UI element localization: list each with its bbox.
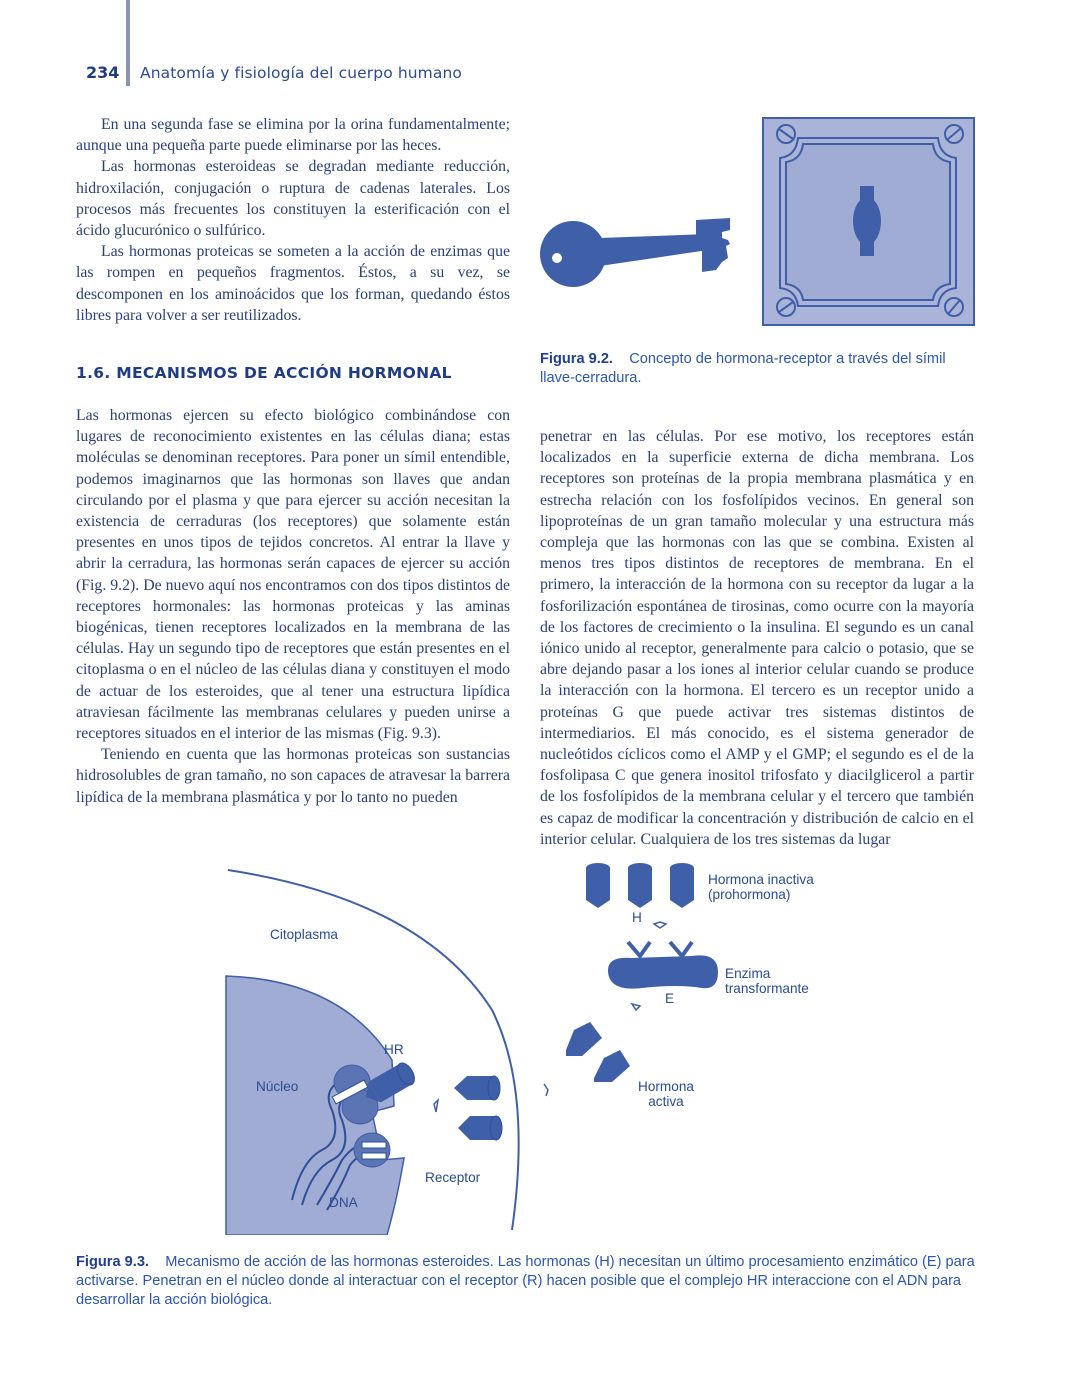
- figure-label: Figura 9.3.: [76, 1254, 149, 1270]
- section-title: 1.6. MECANISMOS DE ACCIÓN HORMONAL: [76, 364, 452, 382]
- label-citoplasma: Citoplasma: [270, 927, 338, 942]
- label-hr: HR: [384, 1042, 404, 1057]
- figure-label: Figura 9.2.: [540, 351, 613, 367]
- right-column-body: [540, 426, 974, 850]
- figure-9-3-caption: [76, 1253, 986, 1310]
- label-e: E: [665, 991, 675, 1006]
- paragraph: Teniendo en cuenta que las hormonas proteicas son sustancias hidrosolubles de gran tamaño, no son capaces de atravesar la barrera lipídica de la membrana plasmática y por lo tanto no pueden: [76, 746, 510, 806]
- label-nucleo: Núcleo: [256, 1079, 299, 1094]
- figure-9-2-caption: [540, 350, 980, 388]
- label-dna: DNA: [329, 1195, 358, 1210]
- paragraph: Las hormonas ejercen su efecto biológico combinándose con lugares de reconocimiento existentes en las células diana; estas moléculas se denominan receptores. Para poner un símil entendible, podemos imaginarnos que las hormonas son llaves que andan circulando por el plasma y que para ejercer su acción necesitan la existencia de cerraduras (los receptores) que solamente están presentes en unos tipos de tejidos concretos. Al entrar la llave y abrir la cerradura, las hormonas serán capaces de ejercer su acción (Fig. 9.2). De nuevo aquí nos encontramos con dos tipos distintos de receptores hormonales: las hormonas proteicas y las aminas biogénicas, tienen receptores localizados en la membrana de las células. Hay un segundo tipo de receptores que están presentes en el citoplasma o en el núcleo de las células diana y constituyen el modo de actuar de los esteroides, que al tener una estructura lipídica atraviesan fácilmente las membranas celulares y pueden unirse a receptores situados en el interior de las mismas (Fig. 9.3).: [76, 407, 510, 743]
- caption-text: Concepto de hormona-receptor a través del símil llave-cerradura.: [540, 351, 946, 386]
- caption-text: Mecanismo de acción de las hormonas esteroides. Las hormonas (H) necesitan un último procesamiento enzimático (E) para activarse. Penetran en el núcleo donde al interactuar con el receptor (R) hacen posible que el complejo HR interaccione con el ADN para desarrollar la acción biológica.: [76, 1254, 975, 1308]
- figure-9-2: [530, 110, 990, 335]
- label-receptor: Receptor: [425, 1170, 481, 1185]
- left-column-top: [76, 114, 510, 326]
- label-h: H: [632, 910, 642, 925]
- page-number: 234: [86, 63, 120, 82]
- paragraph: Las hormonas esteroideas se degradan mediante reducción, hidroxilación, conjugación o ruptura de cadenas laterales. Los procesos más frecuentes los constituyen la esterificación con el ácido glucurónico o sulfúrico.: [76, 158, 510, 240]
- paragraph: En una segunda fase se elimina por la orina fundamentalmente; aunque una pequeña parte puede eliminarse por las heces.: [76, 116, 510, 155]
- prohormone-icon: [586, 863, 694, 908]
- label-hormona-inactiva: Hormona inactiva (prohormona): [708, 872, 814, 902]
- active-hormone-icon: [454, 1076, 502, 1140]
- header-rule: [126, 0, 130, 86]
- label-enzima: Enzima transformante: [725, 966, 809, 996]
- enzyme-icon: [608, 955, 718, 988]
- paragraph: penetrar en las células. Por ese motivo, los receptores están localizados en la superficie externa de dicha membrana. Los receptores son proteínas de la propia membrana plasmática y en estrecha relación con los fosfolípidos vecinos. En general son lipoproteínas de un gran tamaño molecular y una estructura más compleja que las hormonas con las que se combina. Existen al menos tres tipos distintos de receptores de membrana. En el primero, la interacción de la hormona con su receptor da lugar a la fosforilización espontánea de tirosinas, como ocurre con la mayoría de los factores de crecimiento o la insulina. El segundo es un canal iónico unido al receptor, generalmente para calcio o potasio, que se abre dejando pasar a los iones al interior celular cuando se produce la interacción con la hormona. El tercero es un receptor unido a proteínas G que puede activar tres sistemas distintos de intermediarios. El más conocido, es el sistema generador de nucleótidos cíclicos como el AMP y el GMP; el segundo es el de la fosfolipasa C que genera inositol trifosfato y diacilglicerol a partir de los fosfolípidos de la membrana celular y el tercero que también es capaz de modificar la concentración y distribución de calcio en el interior celular. Cualquiera de los tres sistemas da lugar: [540, 428, 974, 848]
- paragraph: Las hormonas proteicas se someten a la acción de enzimas que las rompen en pequeños fragmentos. Éstos, a su vez, se descomponen en los aminoácidos que los forman, quedando éstos libres para volver a ser reutilizados.: [76, 243, 510, 324]
- left-column-body: [76, 405, 510, 808]
- steroid-mechanism-illustration: [222, 860, 832, 1235]
- key-icon: [540, 218, 730, 287]
- key-lock-illustration: [530, 110, 990, 335]
- label-hormona-activa: Hormona activa: [638, 1079, 694, 1109]
- lock-plate-icon: [763, 118, 974, 325]
- running-title: Anatomía y fisiología del cuerpo humano: [140, 64, 462, 82]
- figure-9-3: [222, 860, 832, 1235]
